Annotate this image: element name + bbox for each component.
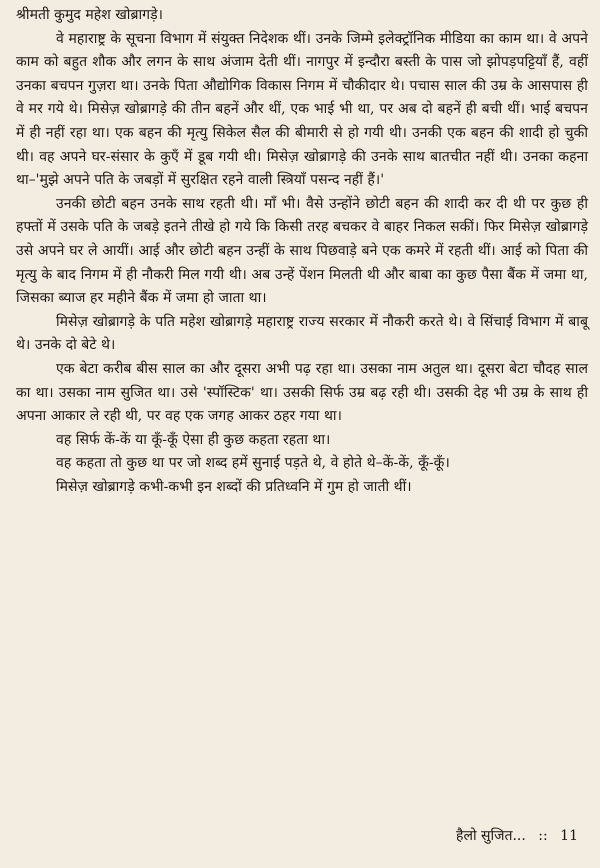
paragraph: एक बेटा करीब बीस साल का और दूसरा अभी पढ़ रहा था। उसका नाम अतुल था। दूसरा बेटा चौदह साल का था। उसका नाम सुजित था। उसे 'स्पॉस्टिक' था। उसकी सिर्फ उम्र बढ़ रही थी। उसकी देह भी उम्र के साथ ही अपना आकार ले रही थी, पर वह एक जगह आकर ठहर गया था। [16, 360, 588, 425]
paragraph: वह कहता तो कुछ था पर जो शब्द हमें सुनाई पड़ते थे, वे होते थे–कें-कें, कूँ-कूँ। [56, 455, 450, 472]
paragraph: वे महाराष्ट्र के सूचना विभाग में संयुक्त निदेशक थीं। उनके जिम्मे इलेक्ट्रॉनिक मीडिया का काम था। वे अपने काम को बहुत शौक और लगन के साथ अंजाम देती थीं। नागपुर में इन्दौरा बस्ती के पास जो झोपड़पट्टियाँ हैं, वहीं उनका बचपन गुज़रा था। उनके पिता औद्योगिक विकास निगम में चौकीदार थे। पचास साल की उम्र के आसपास ही वे मर गये थे। मिसेज़ खोब्रागड़े की तीन बहनें और थीं, एक भाई भी था, पर अब दो बहनें ही बची थीं। भाई बचपन में ही नहीं रहा था। एक बहन की मृत्यु सिकेल सैल की बीमारी से हो गयी थी। उनकी एक बहन की शादी हो चुकी थी। वह अपने घर-संसार के कुएँ में डूब गयी थी। मिसेज़ खोब्रागड़े की उनके साथ बातचीत नहीं थी। उनका कहना था–'मुझे अपने पति के जबड़ों में सुरक्षित रहने वाली स्त्रियाँ पसन्द नहीं हैं।' [16, 30, 588, 189]
paragraph: मिसेज़ खोब्रागड़े कभी-कभी इन शब्दों की प्रतिध्वनि में गुम हो जाती थीं। [56, 478, 412, 495]
opening-line: श्रीमती कुमुद महेश खोब्रागड़े। [16, 7, 163, 23]
body-text [16, 4, 588, 499]
paragraph: वह सिर्फ कें-कें या कूँ-कूँ ऐसा ही कुछ कहता रहता था। [56, 431, 331, 448]
page-number: 11 [560, 828, 578, 844]
footer-separator: :: [538, 828, 548, 844]
running-title: हैलो सुजित... [456, 828, 526, 844]
page-footer [456, 826, 578, 845]
paragraph: उनकी छोटी बहन उनके साथ रहती थी। माँ भी। वैसे उन्होंने छोटी बहन की शादी कर दी थी पर कुछ ही हफ्तों में उसके पति के जबड़े इतने तीखे हो गये कि किसी तरह बचकर वे बाहर निकल सकीं। फिर मिसेज़ खोब्रागड़े उसे अपने घर ले आयीं। आई और छोटी बहन उन्हीं के साथ पिछवाड़े बने एक कमरे में रहती थीं। आई को पिता की मृत्यु के बाद निगम में ही नौकरी मिल गयी थी। अब उन्हें पेंशन मिलती थी और बाबा का कुछ पैसा बैंक में जमा था, जिसका ब्याज हर महीने बैंक में जमा हो जाता था। [16, 195, 588, 307]
paragraph: मिसेज़ खोब्रागड़े के पति महेश खोब्रागड़े महाराष्ट्र राज्य सरकार में नौकरी करते थे। वे सिंचाई विभाग में बाबू थे। उनके दो बेटे थे। [16, 313, 588, 354]
